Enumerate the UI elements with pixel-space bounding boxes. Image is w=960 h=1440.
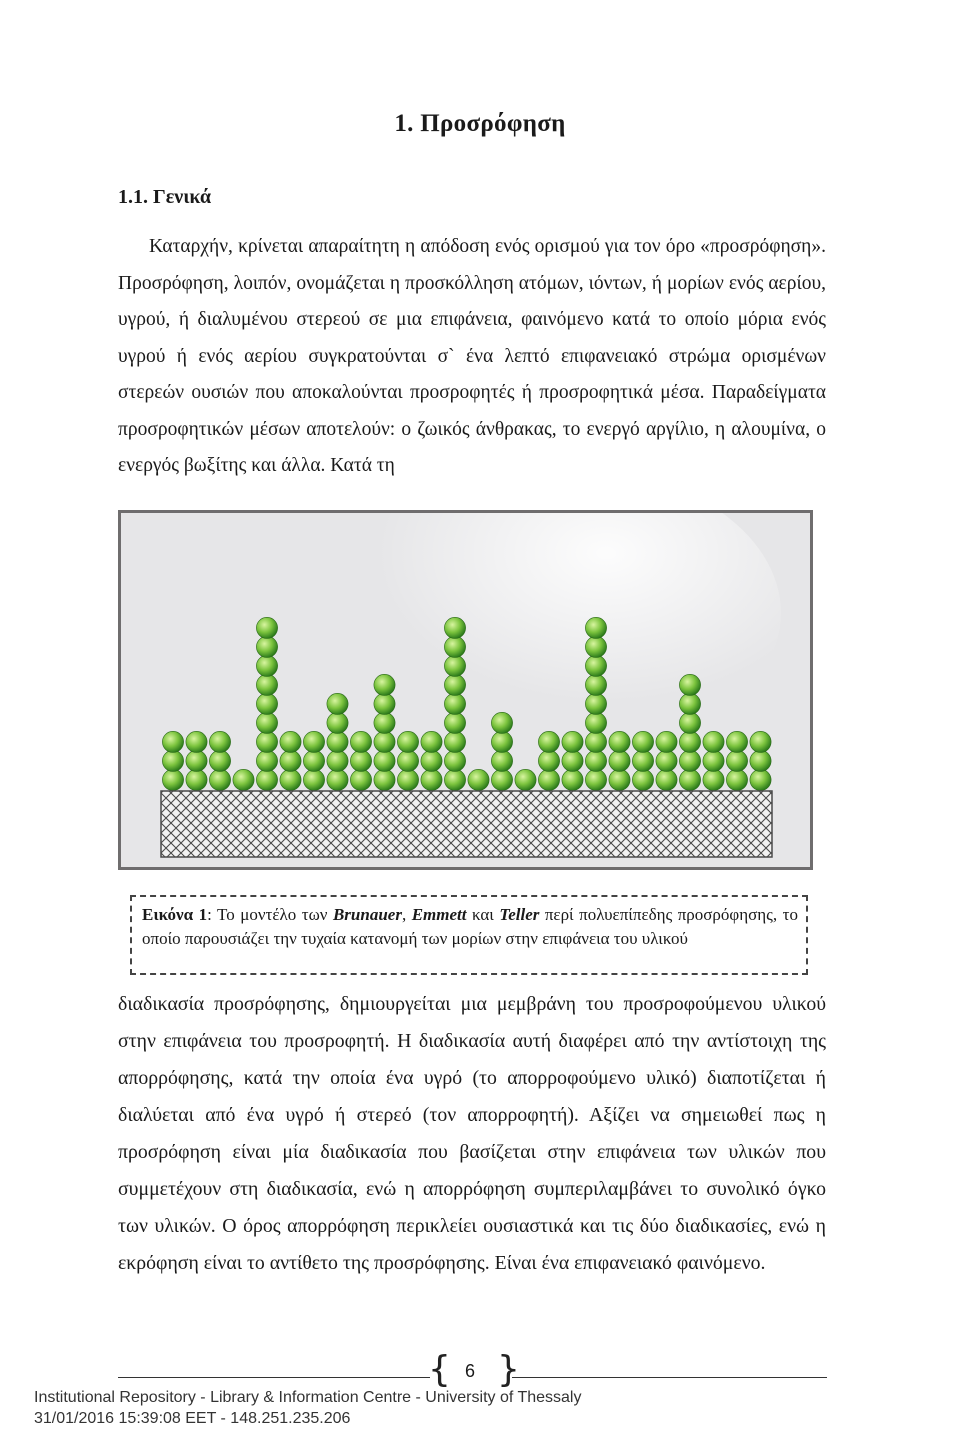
adsorbed-molecule xyxy=(256,655,277,676)
adsorbed-molecule xyxy=(233,769,254,790)
adsorbed-molecule xyxy=(750,750,771,771)
adsorbed-molecule xyxy=(162,731,183,752)
adsorbed-molecule xyxy=(303,731,324,752)
adsorbed-molecule xyxy=(562,731,583,752)
adsorbed-molecule xyxy=(491,769,512,790)
adsorbed-molecule xyxy=(468,769,489,790)
page-number-brace-right: } xyxy=(497,1349,520,1390)
adsorbed-molecule xyxy=(538,731,559,752)
adsorbed-molecule xyxy=(397,769,418,790)
adsorbed-molecule xyxy=(656,750,677,771)
adsorbed-molecule xyxy=(374,750,395,771)
adsorbed-molecule xyxy=(679,674,700,695)
adsorbent-surface-hatch xyxy=(161,791,772,857)
adsorbed-molecule xyxy=(703,769,724,790)
adsorbed-molecule xyxy=(186,750,207,771)
page-number-brace-left: { xyxy=(428,1349,451,1390)
adsorbed-molecule xyxy=(303,769,324,790)
adsorbed-molecule xyxy=(374,674,395,695)
adsorbed-molecule xyxy=(186,731,207,752)
adsorbed-molecule xyxy=(256,750,277,771)
adsorbed-molecule xyxy=(491,731,512,752)
bet-model-figure xyxy=(118,510,813,870)
body-paragraph-2: διαδικασία προσρόφησης, δημιουργείται μια μεμβράνη του προσροφούμενου υλικού στην επιφάνεια του προσροφητή. Η διαδικασία αυτή διαφέρει από την αντίστοιχη της απορρόφησης, κατά την οποία ένα υγρό (το απορροφούμενο υλικό) διαποτίζεται ή διαλύεται από ένα υγρό ή στερεό (τον απορροφητή). Αξίζει να σημειωθεί πως η προσρόφηση είναι μία διαδικασία που βασίζεται στην επιφάνεια των υλικών που συμμετέχουν στη διαδικασία, ενώ η απορρόφηση συμπεριλαμβάνει το συνολικό όγκο των υλικών. Ο όρος απορρόφηση περικλείει ουσιαστικά και τις δύο διαδικασίες, ενώ η εκρόφηση είναι το αντίθετο της προσρόφησης. Είναι ένα επιφανειακό φαινόμενο. xyxy=(118,993,826,1274)
adsorbed-molecule xyxy=(609,769,630,790)
adsorbed-molecule xyxy=(538,769,559,790)
adsorbed-molecule xyxy=(585,617,606,638)
adsorbed-molecule xyxy=(750,731,771,752)
adsorbed-molecule xyxy=(256,636,277,657)
adsorbed-molecule xyxy=(327,693,348,714)
adsorbed-molecule xyxy=(444,655,465,676)
adsorbed-molecule xyxy=(186,769,207,790)
adsorbed-molecule xyxy=(491,712,512,733)
adsorbed-molecule xyxy=(726,750,747,771)
adsorbed-molecule xyxy=(632,750,653,771)
adsorbed-molecule xyxy=(562,750,583,771)
bet-model-illustration xyxy=(121,513,810,867)
adsorbed-molecule xyxy=(609,731,630,752)
adsorbed-molecule xyxy=(350,750,371,771)
adsorbed-molecule xyxy=(374,769,395,790)
adsorbed-molecule xyxy=(585,731,606,752)
adsorbed-molecule xyxy=(256,617,277,638)
adsorbed-molecule xyxy=(444,693,465,714)
adsorbed-molecule xyxy=(280,769,301,790)
adsorbed-molecule xyxy=(679,712,700,733)
adsorbed-molecule xyxy=(256,712,277,733)
timestamp-stamp: 31/01/2016 15:39:08 EET - 148.251.235.206 xyxy=(34,1410,351,1427)
footer-rule-right xyxy=(512,1377,827,1378)
adsorbed-molecule xyxy=(656,731,677,752)
adsorbed-molecule xyxy=(209,769,230,790)
adsorbed-molecule xyxy=(256,769,277,790)
caption-author-emmett: Emmett xyxy=(411,905,467,924)
adsorbed-molecule xyxy=(327,712,348,733)
figure-caption xyxy=(130,895,808,975)
adsorbed-molecule xyxy=(585,712,606,733)
caption-author-brunauer: Brunauer xyxy=(332,905,402,924)
adsorbed-molecule xyxy=(632,731,653,752)
adsorbed-molecule xyxy=(162,750,183,771)
adsorbed-molecule xyxy=(374,693,395,714)
adsorbed-molecule xyxy=(679,769,700,790)
caption-sep-1: , xyxy=(401,905,412,924)
adsorbed-molecule xyxy=(256,693,277,714)
adsorbed-molecule xyxy=(209,750,230,771)
adsorbed-molecule xyxy=(327,769,348,790)
adsorbed-molecule xyxy=(350,769,371,790)
adsorbed-molecule xyxy=(444,617,465,638)
caption-text-1: : Το μοντέλο των xyxy=(207,905,333,924)
adsorbed-molecule xyxy=(350,731,371,752)
adsorbed-molecule xyxy=(162,769,183,790)
adsorbed-molecule xyxy=(679,750,700,771)
adsorbed-molecule xyxy=(585,769,606,790)
adsorbed-molecule xyxy=(397,750,418,771)
adsorbed-molecule xyxy=(256,674,277,695)
adsorbed-molecule xyxy=(327,750,348,771)
adsorbed-molecule xyxy=(585,674,606,695)
adsorbed-molecule xyxy=(374,731,395,752)
page-number: 6 xyxy=(464,1361,475,1381)
footer-rule-left xyxy=(118,1377,430,1378)
adsorbed-molecule xyxy=(421,750,442,771)
adsorbed-molecule xyxy=(726,731,747,752)
adsorbed-molecule xyxy=(679,693,700,714)
adsorbed-molecule xyxy=(726,769,747,790)
adsorbed-molecule xyxy=(444,731,465,752)
adsorbed-molecule xyxy=(538,750,559,771)
adsorbed-molecule xyxy=(703,731,724,752)
adsorbed-molecule xyxy=(256,731,277,752)
adsorbed-molecule xyxy=(632,769,653,790)
adsorbed-molecule xyxy=(609,750,630,771)
adsorbed-molecule xyxy=(303,750,324,771)
adsorbed-molecule xyxy=(515,769,536,790)
caption-label: Εικόνα 1 xyxy=(142,905,208,924)
adsorbed-molecule xyxy=(750,769,771,790)
caption-author-teller: Teller xyxy=(499,905,540,924)
adsorbed-molecule xyxy=(491,750,512,771)
adsorbed-molecule xyxy=(656,769,677,790)
adsorbed-molecule xyxy=(209,731,230,752)
adsorbed-molecule xyxy=(444,674,465,695)
adsorbed-molecule xyxy=(280,731,301,752)
adsorbed-molecule xyxy=(585,750,606,771)
adsorbed-molecule xyxy=(585,655,606,676)
adsorbed-molecule xyxy=(421,731,442,752)
adsorbed-molecule xyxy=(444,712,465,733)
adsorbed-molecule xyxy=(444,769,465,790)
adsorbed-molecule xyxy=(374,712,395,733)
section-title: 1.1. Γενικά xyxy=(118,186,212,208)
adsorbed-molecule xyxy=(585,693,606,714)
adsorbed-molecule xyxy=(444,750,465,771)
caption-sep-2: και xyxy=(466,905,500,924)
body-paragraph-1: Καταρχήν, κρίνεται απαραίτητη η απόδοση ενός ορισμού για τον όρο «προσρόφηση». Προσρόφηση, λοιπόν, ονομάζεται η προσκόλληση ατόμων, ιόντων, ή μορίων ενός αερίου, υγρού, ή διαλυμένου στερεού σε μια επιφάνεια, φαινόμενο κατά το οποίο μόρια ενός υγρού ή ενός αερίου συγκρατούνται σ` ένα λεπτό επιφανειακό στρώμα ορισμένων στερεών ουσιών που αποκαλούνται προσροφητές ή προσροφητικά μέσα. Παραδείγματα προσροφητικών μέσων αποτελούν: ο ζωικός άνθρακας, το ενεργό αργίλιο, η αλουμίνα, ο ενεργός βωξίτης και άλλα. Κατά τη xyxy=(118,236,826,476)
adsorbed-molecule xyxy=(421,769,442,790)
adsorbed-molecule xyxy=(280,750,301,771)
adsorbed-molecule xyxy=(703,750,724,771)
adsorbed-molecule xyxy=(397,731,418,752)
chapter-title: 1. Προσρόφηση xyxy=(394,110,566,137)
adsorbed-molecule xyxy=(562,769,583,790)
adsorbed-molecule xyxy=(327,731,348,752)
caption-text-2: περί πολυεπίπεδης προσρόφησης, το οποίο παρουσιάζει την τυχαία κατανομή των μορίων στην επιφάνεια του υλικού xyxy=(142,905,798,948)
adsorbed-molecule xyxy=(679,731,700,752)
adsorbed-molecule xyxy=(585,636,606,657)
adsorbed-molecule xyxy=(444,636,465,657)
repository-stamp: Institutional Repository - Library & Information Centre - University of Thessaly xyxy=(34,1389,582,1406)
